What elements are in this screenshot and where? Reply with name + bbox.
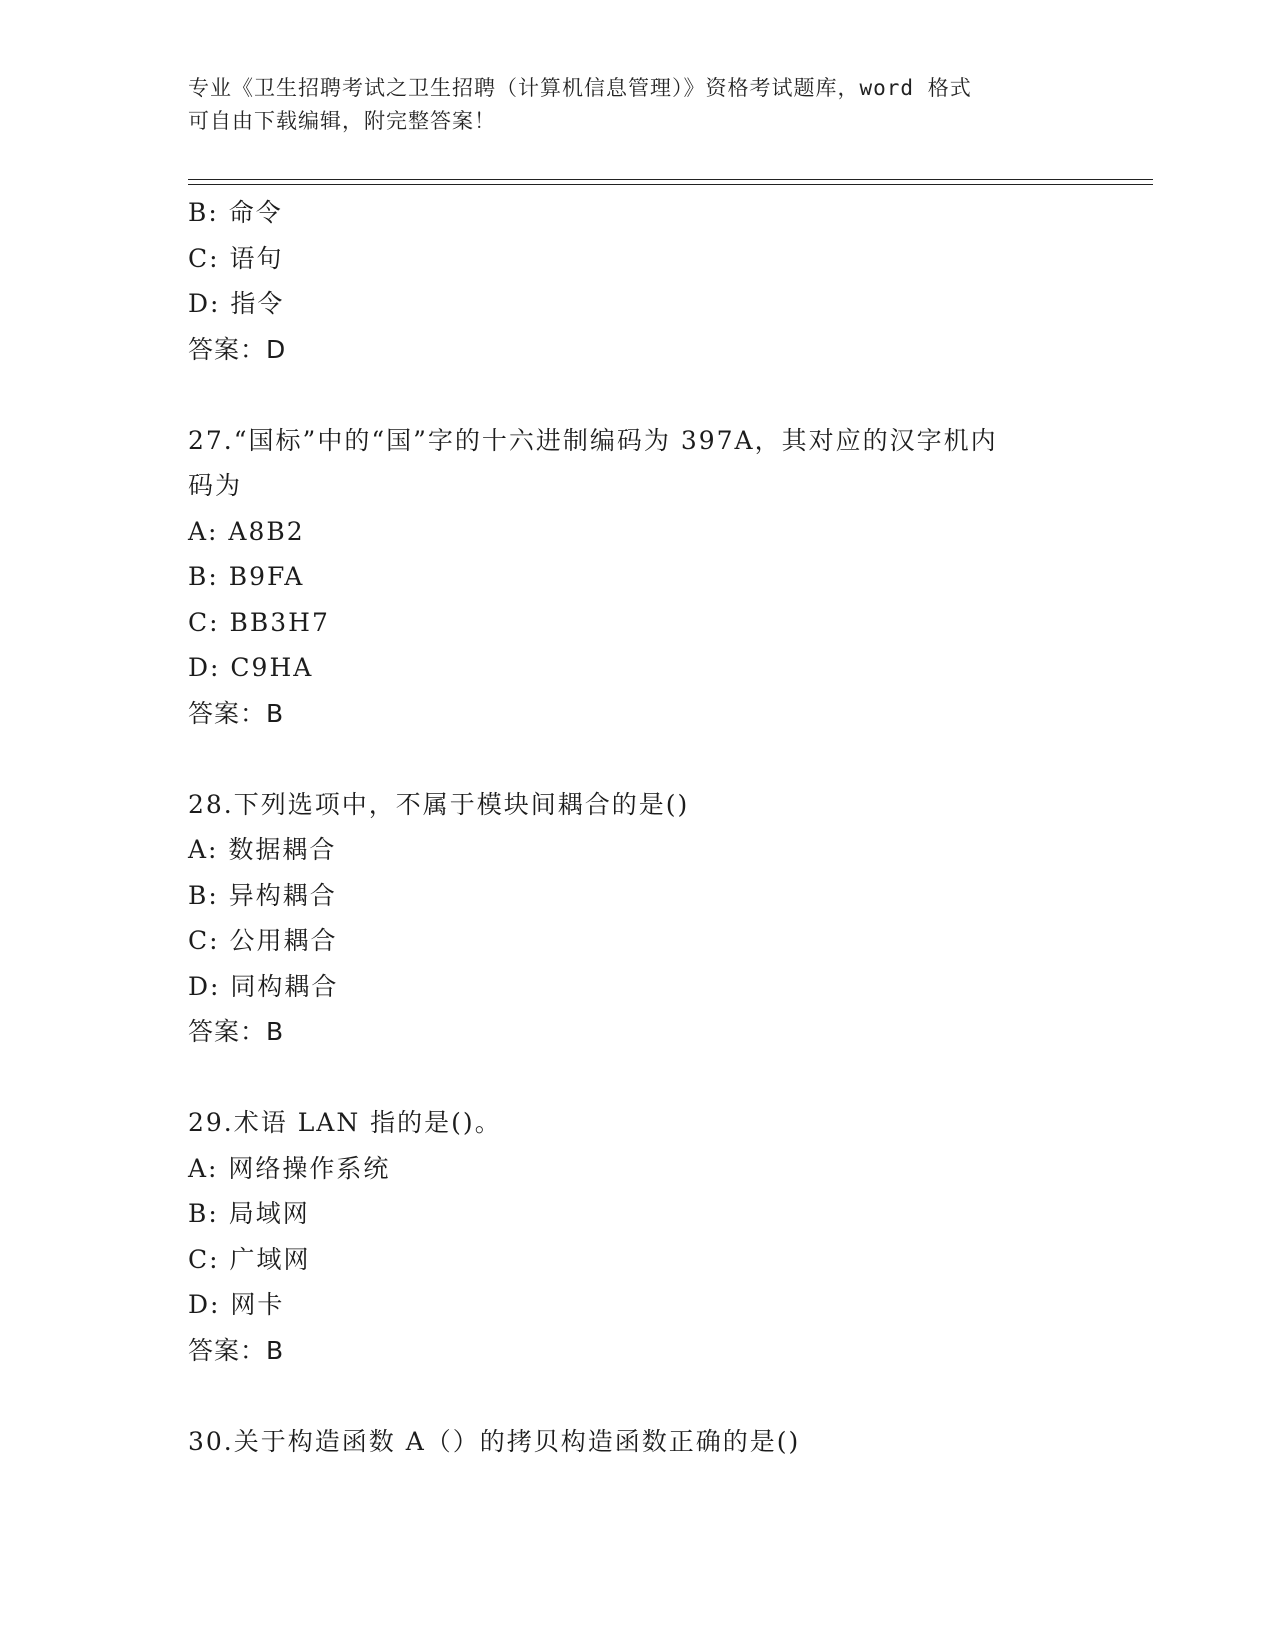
header-line-2: 可自由下载编辑，附完整答案！ (188, 109, 496, 133)
option-c: C: 公用耦合 (188, 926, 338, 955)
option-d: D: 网卡 (188, 1290, 285, 1319)
document-header (188, 72, 1088, 138)
option-a: A: 数据耦合 (188, 835, 337, 864)
question-block-28 (188, 782, 1088, 1055)
option-c: C: 语句 (188, 243, 284, 273)
header-divider-top (188, 179, 1153, 180)
option-c: C: 广域网 (188, 1244, 311, 1274)
question-text: 27.“国标”中的“国”字的十六进制编码为 397A，其对应的汉字机内 (188, 425, 998, 455)
question-block-29 (188, 1100, 1088, 1373)
question-text: 29.术语 LAN 指的是()。 (188, 1108, 502, 1137)
question-text-continued: 码为 (188, 471, 243, 500)
option-b: B: 命令 (188, 198, 283, 227)
option-b: B: 局域网 (188, 1199, 310, 1228)
option-d: D: C9HA (188, 653, 314, 682)
option-d: D: 同构耦合 (188, 971, 339, 1001)
option-c: C: BB3H7 (188, 607, 330, 637)
answer-label: 答案：B (188, 1335, 285, 1365)
option-a: A: 网络操作系统 (188, 1153, 391, 1183)
question-text: 28.下列选项中，不属于模块间耦合的是() (188, 789, 690, 819)
answer-label: 答案：D (188, 334, 287, 364)
option-b: B: B9FA (188, 562, 305, 591)
option-a: A: A8B2 (188, 516, 305, 546)
question-list (188, 190, 1088, 1464)
answer-label: 答案：B (188, 1017, 285, 1046)
header-divider-bottom (188, 184, 1153, 185)
question-block-26 (188, 190, 1088, 372)
option-d: D: 指令 (188, 289, 285, 318)
option-b: B: 异构耦合 (188, 880, 337, 910)
question-block-30 (188, 1419, 1088, 1465)
answer-label: 答案：B (188, 698, 285, 728)
question-text: 30.关于构造函数 A（）的拷贝构造函数正确的是() (188, 1426, 801, 1456)
header-line-1: 专业《卫生招聘考试之卫生招聘（计算机信息管理）》资格考试题库，word 格式 (188, 76, 972, 100)
question-block-27 (188, 418, 1088, 737)
